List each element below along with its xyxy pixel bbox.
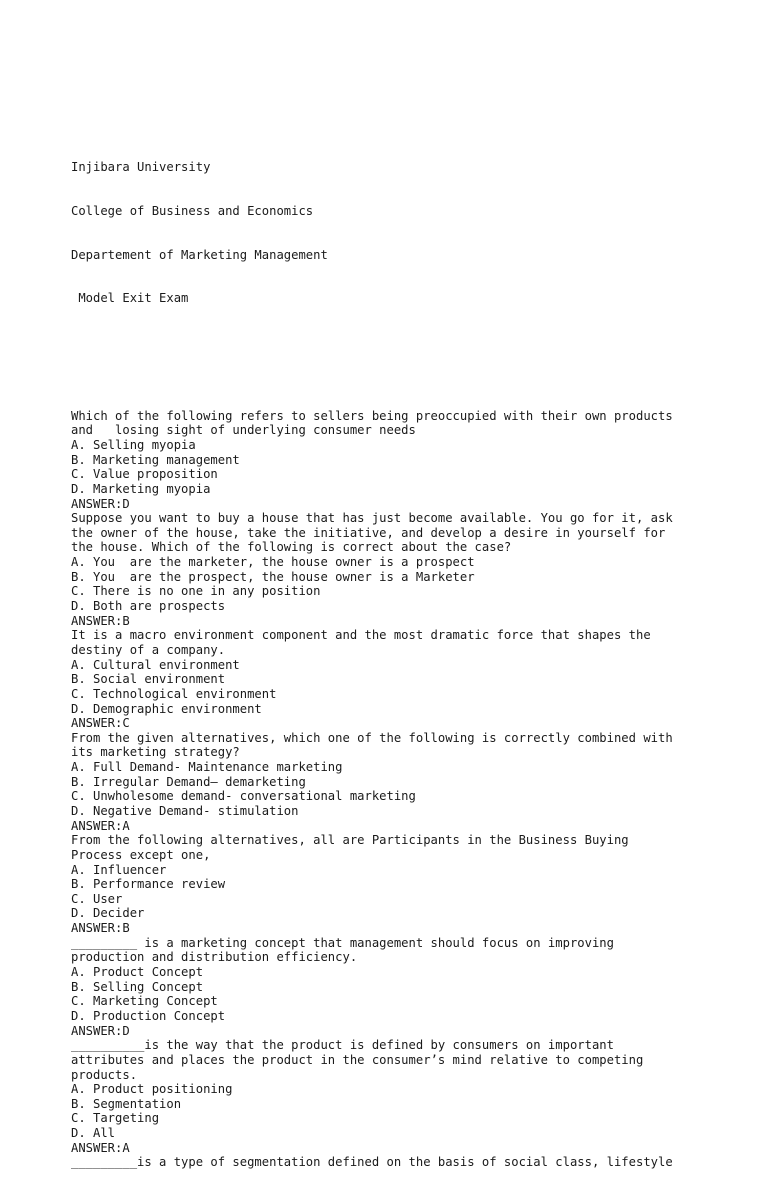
answer-key: ANSWER:C bbox=[71, 716, 130, 731]
question-text-line: _________ is a marketing concept that management should focus on improving bbox=[71, 935, 614, 950]
university-name: Injibara University bbox=[71, 159, 211, 174]
answer-option: A. You are the marketer, the house owner is a prospect bbox=[71, 555, 475, 570]
answer-key: ANSWER:B bbox=[71, 613, 130, 628]
answer-key: ANSWER:B bbox=[71, 921, 130, 936]
question-block bbox=[71, 409, 711, 511]
answer-option: A. Cultural environment bbox=[71, 657, 240, 672]
question-list bbox=[71, 409, 711, 1170]
college-name: College of Business and Economics bbox=[71, 203, 314, 218]
department-name: Departement of Marketing Management bbox=[71, 247, 328, 262]
answer-option: B. Selling Concept bbox=[71, 979, 204, 994]
question-text-line: _________is a type of segmentation defined on the basis of social class, lifestyle bbox=[71, 1155, 673, 1170]
question-text-line: From the following alternatives, all are Participants in the Business Buying bbox=[71, 833, 629, 848]
answer-option: C. Marketing Concept bbox=[71, 994, 218, 1009]
answer-option: B. Performance review bbox=[71, 877, 226, 892]
answer-option: B. Segmentation bbox=[71, 1096, 182, 1111]
question-text-line: attributes and places the product in the consumer’s mind relative to competing bbox=[71, 1052, 644, 1067]
answer-option: C. There is no one in any position bbox=[71, 584, 321, 599]
answer-key: ANSWER:D bbox=[71, 1023, 130, 1038]
question-text-line: Which of the following refers to sellers being preoccupied with their own products bbox=[71, 408, 673, 423]
question-block bbox=[71, 936, 711, 1038]
answer-option: D. Demographic environment bbox=[71, 701, 262, 716]
answer-option: C. Value proposition bbox=[71, 467, 218, 482]
answer-option: B. Marketing management bbox=[71, 452, 240, 467]
answer-option: C. Unwholesome demand- conversational marketing bbox=[71, 789, 416, 804]
answer-key: ANSWER:A bbox=[71, 1140, 130, 1155]
question-text-line: production and distribution efficiency. bbox=[71, 950, 358, 965]
answer-option: A. Selling myopia bbox=[71, 437, 196, 452]
question-block bbox=[71, 833, 711, 935]
answer-option: D. Production Concept bbox=[71, 1008, 226, 1023]
question-text-line: It is a macro environment component and the most dramatic force that shapes the bbox=[71, 628, 651, 643]
question-text-line: the owner of the house, take the initiative, and develop a desire in yourself for bbox=[71, 525, 666, 540]
answer-option: A. Full Demand- Maintenance marketing bbox=[71, 760, 343, 775]
answer-key: ANSWER:A bbox=[71, 818, 130, 833]
exam-title: Model Exit Exam bbox=[71, 291, 189, 306]
question-text-line: From the given alternatives, which one of the following is correctly combined with bbox=[71, 730, 673, 745]
header-spacer bbox=[71, 365, 711, 380]
answer-option: A. Product positioning bbox=[71, 1082, 233, 1097]
answer-option: B. Irregular Demand— demarketing bbox=[71, 774, 306, 789]
question-text-line: and losing sight of underlying consumer needs bbox=[71, 423, 416, 438]
answer-option: B. You are the prospect, the house owner is a Marketer bbox=[71, 569, 475, 584]
answer-option: D. All bbox=[71, 1126, 116, 1141]
question-block bbox=[71, 1038, 711, 1155]
answer-option: A. Product Concept bbox=[71, 965, 204, 980]
question-text-line: destiny of a company. bbox=[71, 642, 226, 657]
answer-option: A. Influencer bbox=[71, 862, 167, 877]
question-text-line: Process except one, bbox=[71, 847, 211, 862]
question-block bbox=[71, 1155, 711, 1170]
answer-option: D. Marketing myopia bbox=[71, 481, 211, 496]
question-block bbox=[71, 731, 711, 833]
question-text-line: the house. Which of the following is correct about the case? bbox=[71, 540, 512, 555]
question-block bbox=[71, 628, 711, 730]
question-text-line: __________is the way that the product is defined by consumers on important bbox=[71, 1038, 614, 1053]
question-block bbox=[71, 511, 711, 628]
answer-option: D. Negative Demand- stimulation bbox=[71, 804, 299, 818]
answer-key: ANSWER:D bbox=[71, 496, 130, 511]
answer-option: C. Technological environment bbox=[71, 686, 277, 701]
answer-option: C. Targeting bbox=[71, 1111, 160, 1126]
question-text-line: Suppose you want to buy a house that has just become available. You go for it, ask bbox=[71, 511, 673, 526]
answer-option: D. Decider bbox=[71, 906, 145, 921]
question-text-line: products. bbox=[71, 1067, 138, 1082]
answer-option: B. Social environment bbox=[71, 672, 226, 687]
answer-option: C. User bbox=[71, 891, 123, 906]
question-text-line: its marketing strategy? bbox=[71, 745, 240, 760]
document-page bbox=[71, 101, 711, 1185]
document-header bbox=[71, 130, 711, 335]
answer-option: D. Both are prospects bbox=[71, 599, 226, 614]
